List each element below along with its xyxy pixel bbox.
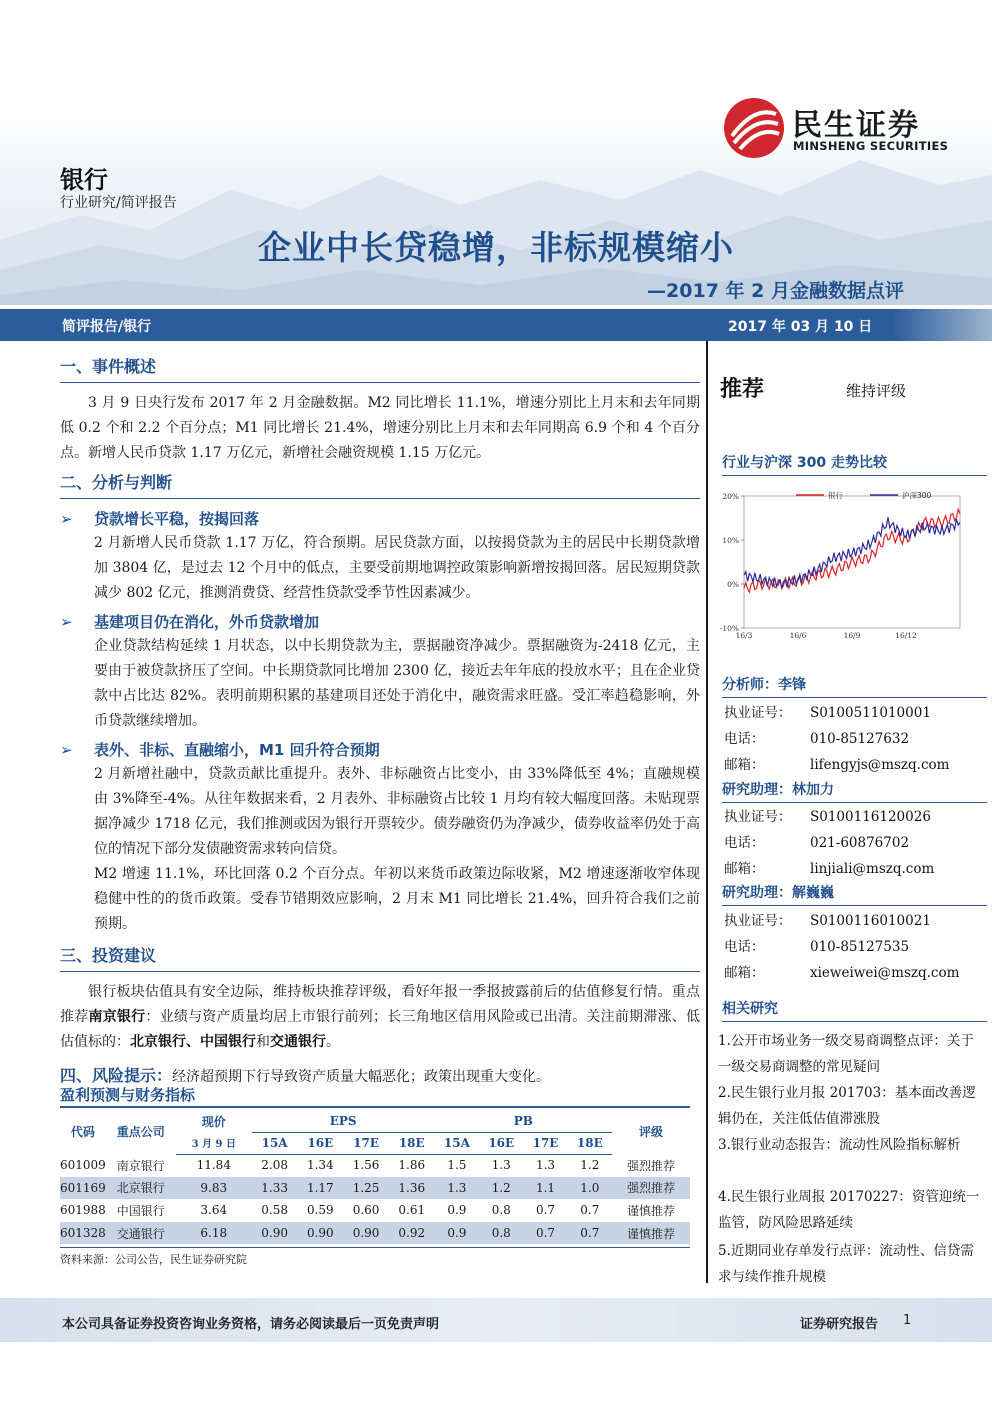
table-row xyxy=(60,1154,690,1177)
minsheng-logo-icon xyxy=(722,96,786,160)
rating-note: 维持评级 xyxy=(846,382,907,400)
table-source: 资料来源：公司公告，民生证券研究院 xyxy=(60,1253,247,1266)
bullet-title-offbalance xyxy=(60,738,700,762)
bullet-title-infrastructure xyxy=(60,610,700,634)
analyst-phone-label: 电话： xyxy=(724,731,765,747)
table-cell: 11.84 xyxy=(176,1154,252,1177)
table-cell: 1.17 xyxy=(297,1177,343,1200)
analyst-email-label: 邮箱： xyxy=(724,757,765,773)
assistant2-phone-label: 电话： xyxy=(724,939,765,955)
x-tick-label: 16/9 xyxy=(843,631,861,640)
highlight-bocom: 交通银行 xyxy=(270,1034,326,1050)
footer-disclaimer: 本公司具备证券投资咨询业务资格，请务必阅读最后一页免责声明 xyxy=(62,1317,440,1332)
table-cell: 1.3 xyxy=(523,1154,567,1177)
page-number: 1 xyxy=(903,1313,912,1328)
table-cell: 强烈推荐 xyxy=(612,1177,690,1200)
analyst-license-value: S0100511010001 xyxy=(810,705,931,721)
assistant1-license-label: 执业证号： xyxy=(724,809,792,825)
related-item-5[interactable]: 5.近期同业存单发行点评：流动性、信贷需求与续作推升规模 xyxy=(718,1243,974,1285)
table-cell: 3.64 xyxy=(176,1199,252,1222)
table-cell: 交通银行 xyxy=(106,1222,176,1245)
table-cell: 1.33 xyxy=(252,1177,298,1200)
header-rating: 评级 xyxy=(638,1125,663,1140)
table-cell: 1.1 xyxy=(523,1177,567,1200)
table-cell: 1.3 xyxy=(435,1177,480,1200)
header-eps: EPS xyxy=(252,1110,435,1132)
table-cell: 0.59 xyxy=(297,1199,343,1222)
header-year-1: 16E xyxy=(297,1132,343,1154)
y-tick-label: -10% xyxy=(719,624,739,633)
assistant2-phone xyxy=(724,935,909,955)
financial-table xyxy=(60,1110,690,1244)
brand-name-cn: 民生证券 xyxy=(792,108,920,143)
paragraph-offbalance-1: 2 月新增社融中，贷款贡献比重提升。表外、非标融资占比变小，由 33%降低至 4%；直融规模由 3%降至-4%。从往年数据来看，2 月表外、非标融资占比较 1 月均有较大幅度回落。未贴现票据净减少 1718 亿元，我们推测或因为银行开票较少。债券融资仍为净减少，债券收益率仍处于高位的情况下部分发债融资需求转向信贷。 xyxy=(94,766,700,857)
paragraph-loans: 2 月新增人民币贷款 1.17 万亿，符合预期。居民贷款方面，以按揭贷款为主的居民中长期贷款增加 3804 亿，是过去 12 个月中的低点，主要受前期地调控政策影响新增按揭回落。居民短期贷款减少 802 亿元，推测消费贷、经营性贷款受季节性因素减少。 xyxy=(94,535,700,601)
table-cell: 0.9 xyxy=(435,1222,480,1245)
sector-label: 银行 xyxy=(60,166,108,194)
related-item-2[interactable]: 2.民生银行业月报 201703：基本面改善逻辑仍在，关注低估值滞涨股 xyxy=(718,1085,976,1127)
table-cell: 1.34 xyxy=(297,1154,343,1177)
highlight-nanjing-bank: 南京银行 xyxy=(88,1009,146,1025)
analyst-phone xyxy=(724,727,909,747)
table-cell: 谨慎推荐 xyxy=(612,1222,690,1245)
table-cell: 601009 xyxy=(60,1154,106,1177)
bullet-title-infrastructure-text: 基建项目仍在消化，外币贷款增加 xyxy=(94,613,320,631)
page-title: 企业中长贷稳增，非标规模缩小 xyxy=(258,228,734,267)
related-research-title: 相关研究 xyxy=(722,998,987,1022)
table-cell: 0.61 xyxy=(389,1199,435,1222)
paragraph-offbalance-2: M2 增速 11.1%，环比回落 0.2 个百分点。年初以来货币政策边际收紧，M2 增速逐渐收窄体现稳健中性的的货币政策。受春节错期效应影响，2 月末 M1 同比增长 21.4%，回升符合我们之前预期。 xyxy=(94,866,700,932)
table-cell: 强烈推荐 xyxy=(612,1154,690,1177)
table-row xyxy=(60,1222,690,1245)
recommendation-text-a: 银行板块估值具有安全边际，维持板块推荐评级，看好年报一季报披露前后的估值修复行情。重点推荐 xyxy=(60,984,700,1025)
analyst-license-label: 执业证号： xyxy=(724,705,792,721)
related-item-3[interactable]: 3.银行业动态报告：流动性风险指标解析 xyxy=(718,1137,961,1153)
x-tick-label: 16/6 xyxy=(789,631,807,640)
bullet-title-loans-text: 贷款增长平稳，按揭回落 xyxy=(94,510,260,528)
related-item-1[interactable]: 1.公开市场业务一级交易商调整点评：关于一级交易商调整的常见疑问 xyxy=(718,1033,974,1075)
x-tick-label: 16/12 xyxy=(895,631,917,640)
assistant2-license xyxy=(724,909,931,929)
risk-warning-title: 四、风险提示： xyxy=(60,1066,173,1085)
brand-name-en: MINSHENG SECURITIES xyxy=(793,139,949,153)
rating-label: 推荐 xyxy=(720,377,765,402)
legend-label-0: 银行 xyxy=(828,491,843,500)
table-cell: 1.56 xyxy=(343,1154,389,1177)
table-cell: 0.58 xyxy=(252,1199,298,1222)
y-tick-label: 0% xyxy=(727,580,739,589)
assistant1-license xyxy=(724,805,931,825)
table-cell: 601169 xyxy=(60,1177,106,1200)
bullet-title-offbalance-text: 表外、非标、直融缩小，M1 回升符合预期 xyxy=(94,741,380,759)
table-cell: 北京银行 xyxy=(106,1177,176,1200)
table-cell: 1.86 xyxy=(389,1154,435,1177)
header-year-6: 17E xyxy=(523,1132,567,1154)
table-cell: 0.7 xyxy=(568,1222,612,1245)
table-cell: 南京银行 xyxy=(106,1154,176,1177)
analyst-email xyxy=(724,753,949,773)
table-cell: 0.7 xyxy=(523,1222,567,1245)
risk-warning-text: 经济超预期下行导致资产质量大幅恶化；政策出现重大变化。 xyxy=(172,1069,551,1085)
assistant1-phone xyxy=(724,831,909,851)
analyst-title: 分析师：李锋 xyxy=(722,674,987,698)
paragraph-recommendation xyxy=(60,980,700,1055)
trend-chart xyxy=(716,482,980,650)
table-cell: 2.08 xyxy=(252,1154,298,1177)
recommendation-text-c: 和 xyxy=(256,1034,270,1050)
table-cell: 1.25 xyxy=(343,1177,389,1200)
info-bar-fade xyxy=(892,309,992,341)
header-price: 现价 xyxy=(201,1114,226,1129)
analyst-phone-value: 010-85127632 xyxy=(810,731,910,747)
analyst-email-value[interactable]: lifengyjs@mszq.com xyxy=(810,757,950,773)
arrow-icon: ➢ xyxy=(60,510,73,528)
table-cell: 0.92 xyxy=(389,1222,435,1245)
table-cell: 中国银行 xyxy=(106,1199,176,1222)
highlight-beijing-china-bank: 北京银行、中国银行 xyxy=(130,1034,256,1050)
table-cell: 谨慎推荐 xyxy=(612,1199,690,1222)
assistant1-email xyxy=(724,857,934,877)
assistant1-license-value: S0100116120026 xyxy=(810,809,931,825)
table-cell: 1.0 xyxy=(568,1177,612,1200)
table-cell: 1.2 xyxy=(568,1154,612,1177)
table-cell: 1.5 xyxy=(435,1154,480,1177)
table-cell: 0.60 xyxy=(343,1199,389,1222)
legend-label-1: 沪深300 xyxy=(902,491,932,500)
table-cell: 601988 xyxy=(60,1199,106,1222)
section-title-recommendation: 三、投资建议 xyxy=(60,945,700,972)
header-code: 代码 xyxy=(70,1125,95,1140)
assistant1-phone-label: 电话： xyxy=(724,835,765,851)
table-body xyxy=(60,1154,690,1244)
header-pb: PB xyxy=(435,1110,612,1132)
assistant1-phone-value: 021-60876702 xyxy=(810,835,910,851)
table-cell: 1.3 xyxy=(479,1154,523,1177)
assistant2-email-label: 邮箱： xyxy=(724,965,765,981)
paragraph-infrastructure: 企业贷款结构延续 1 月状态，以中长期贷款为主，票据融资净减少。票据融资为-2418 亿元，主要由于被贷款挤压了空间。中长期贷款同比增加 2300 亿，接近去年年底的投放水平；且在企业贷款中占比达 82%。表明前期积累的基建项目还处于消化中，融资需求旺盛。受汇率趋稳影响，外币贷款继续增加。 xyxy=(94,638,700,729)
assistant1-email-label: 邮箱： xyxy=(724,861,765,877)
table-cell: 0.8 xyxy=(479,1222,523,1245)
x-tick-label: 16/3 xyxy=(735,631,753,640)
table-cell: 6.18 xyxy=(176,1222,252,1245)
table-cell: 0.7 xyxy=(568,1199,612,1222)
assistant2-email-value[interactable]: xieweiwei@mszq.com xyxy=(810,965,960,981)
info-bar-category: 简评报告/银行 xyxy=(62,319,152,335)
header-year-7: 18E xyxy=(568,1132,612,1154)
report-type: 行业研究/简评报告 xyxy=(60,195,177,211)
table-cell: 0.7 xyxy=(523,1199,567,1222)
assistant2-phone-value: 010-85127535 xyxy=(810,939,910,955)
page-subtitle: —2017 年 2 月金融数据点评 xyxy=(647,280,904,302)
table-title: 盈利预测与财务指标 xyxy=(60,1086,196,1104)
header-year-3: 18E xyxy=(389,1132,435,1154)
assistant2-email xyxy=(724,961,959,981)
header-year-0: 15A xyxy=(252,1132,298,1154)
recommendation-text-d: 。 xyxy=(326,1034,340,1050)
header-price-date: 3 月 9 日 xyxy=(176,1132,252,1154)
column-divider xyxy=(706,341,708,1283)
table-top-rule xyxy=(60,1106,690,1108)
arrow-icon: ➢ xyxy=(60,741,73,759)
main-content xyxy=(60,356,700,1090)
y-tick-label: 20% xyxy=(722,492,739,501)
assistant2-license-label: 执业证号： xyxy=(724,913,792,929)
section-title-analysis: 二、分析与判断 xyxy=(60,472,700,499)
chart-title: 行业与沪深 300 走势比较 xyxy=(722,452,987,476)
y-tick-label: 10% xyxy=(722,536,739,545)
assistant2-title: 研究助理：解巍巍 xyxy=(722,882,987,906)
table-cell: 0.9 xyxy=(435,1199,480,1222)
header-year-2: 17E xyxy=(343,1132,389,1154)
recommendation-text-b: ：业绩与资产质量均居上市银行前列；长三角地区信用风险或已出清。关注前期滞涨、低估值标的： xyxy=(60,1009,701,1050)
assistant2-license-value: S0100116010021 xyxy=(810,913,931,929)
table-cell: 9.83 xyxy=(176,1177,252,1200)
arrow-icon: ➢ xyxy=(60,613,73,631)
header-company: 重点公司 xyxy=(116,1125,165,1140)
table-row xyxy=(60,1177,690,1200)
table-cell: 1.36 xyxy=(389,1177,435,1200)
analyst-license xyxy=(724,701,931,721)
header-banner xyxy=(0,0,992,305)
chart-plot-area xyxy=(744,496,960,628)
related-item-4[interactable]: 4.民生银行业周报 20170227：资管迎统一监管，防风险思路延续 xyxy=(718,1189,980,1231)
table-bottom-rule xyxy=(60,1247,690,1248)
assistant1-title: 研究助理：林加力 xyxy=(722,779,987,803)
table-cell: 0.8 xyxy=(479,1199,523,1222)
header-year-4: 15A xyxy=(435,1132,480,1154)
table-cell: 0.90 xyxy=(343,1222,389,1245)
footer-report-label: 证券研究报告 xyxy=(800,1317,879,1332)
info-bar-date: 2017 年 03 月 10 日 xyxy=(728,319,873,335)
table-cell: 0.90 xyxy=(297,1222,343,1245)
table-cell: 601328 xyxy=(60,1222,106,1245)
table-row xyxy=(60,1199,690,1222)
header-year-5: 16E xyxy=(479,1132,523,1154)
assistant1-email-value[interactable]: linjiali@mszq.com xyxy=(810,861,935,877)
paragraph-overview: 3 月 9 日央行发布 2017 年 2 月金融数据。M2 同比增长 11.1%，增速分别比上月末和去年同期低 0.2 个和 2.2 个百分点；M1 同比增长 21.4%，增速分别比上月末和去年同期高 6.9 个和 4 个百分点。新增人民币贷款 1.17 万亿元，新增社会融资规模 1.15 万亿元。 xyxy=(60,395,700,461)
table-cell: 1.2 xyxy=(479,1177,523,1200)
bullet-title-loans xyxy=(60,507,700,531)
table-cell: 0.90 xyxy=(252,1222,298,1245)
section-title-overview: 一、事件概述 xyxy=(60,356,700,383)
